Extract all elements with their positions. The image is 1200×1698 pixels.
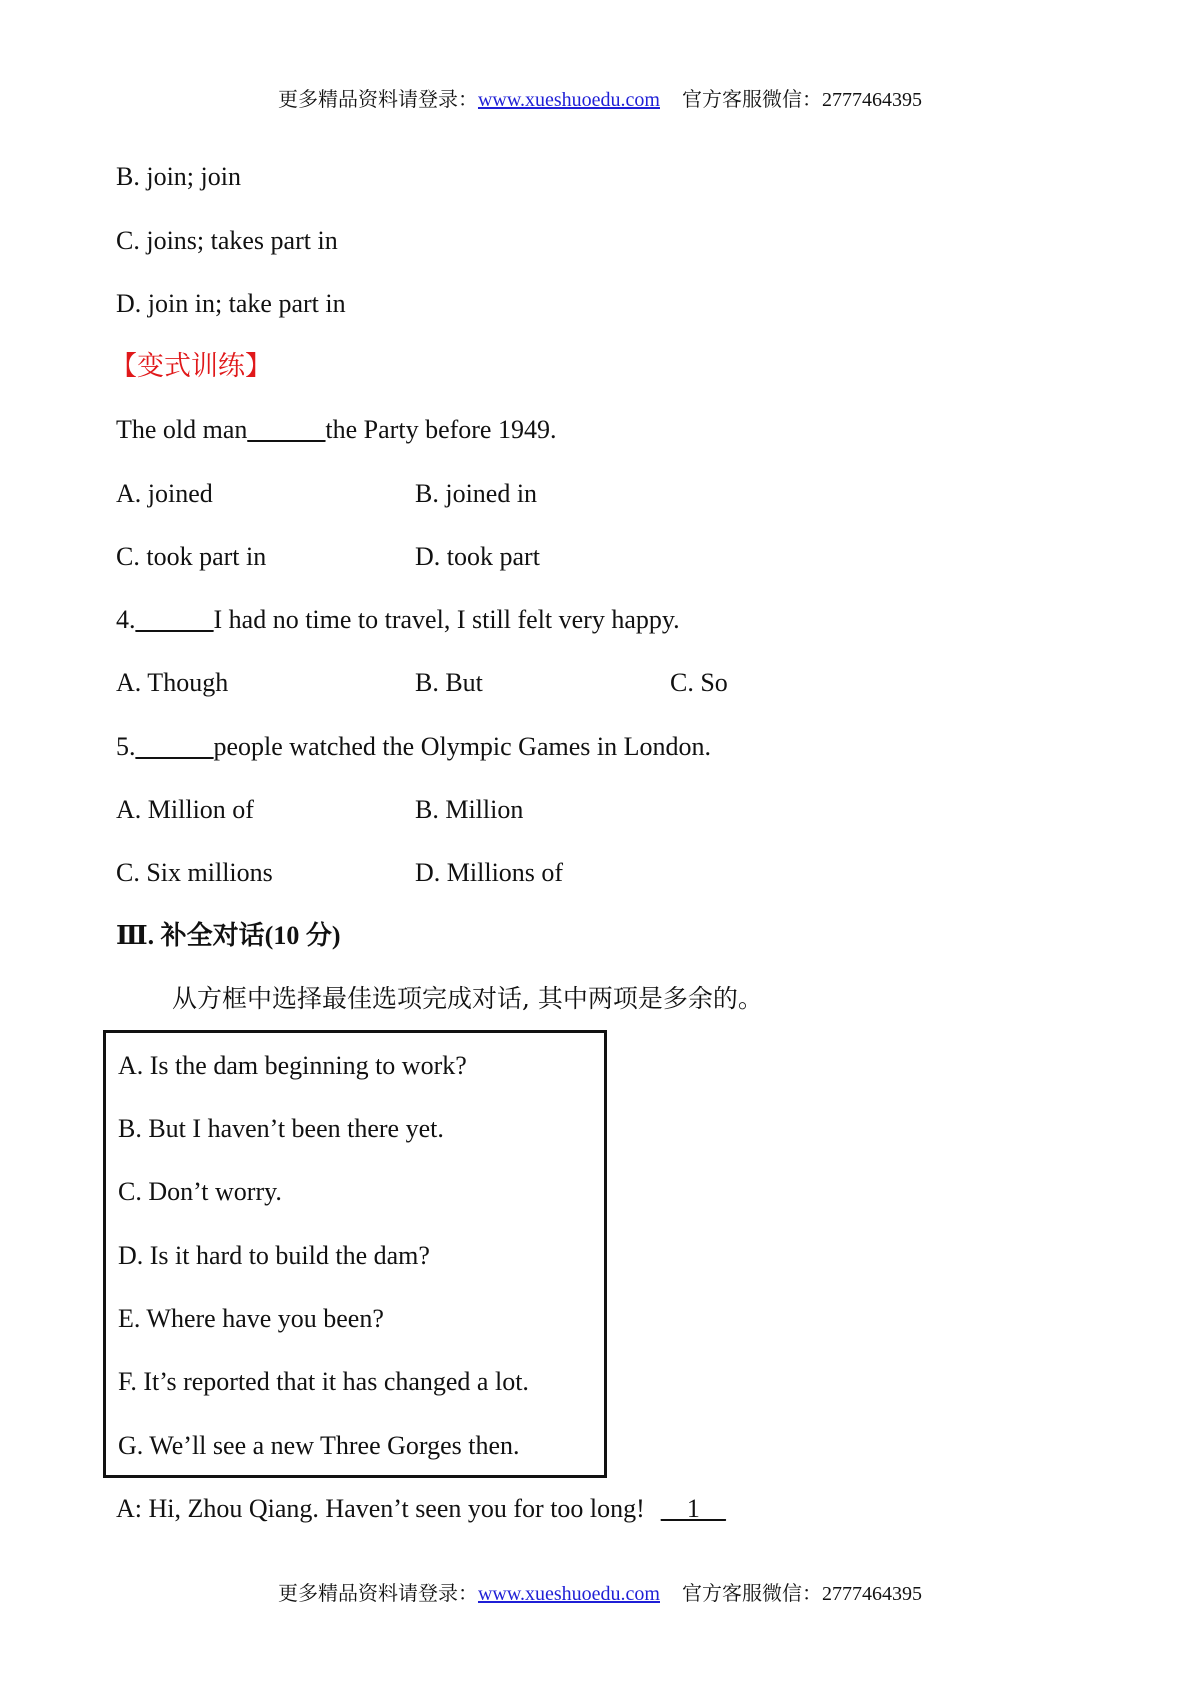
variant-option-a: A. joined [116,479,213,508]
header-prefix: 更多精品资料请登录： [277,89,478,111]
footer-service: 官方客服微信：2777464395 [682,1583,922,1605]
dialogue-line-1 [116,1493,726,1525]
header-link[interactable]: www.xueshuoedu.com [477,89,660,111]
variant-blank: ______ [247,415,326,444]
q5-option-d: D. Millions of [415,858,564,887]
box-option-a: A. Is the dam beginning to work? [118,1051,467,1080]
q4-blank: ______ [135,605,214,634]
variant-stem-after: the Party before 1949. [325,415,557,444]
q4-text: I had no time to travel, I still felt very happy. [213,605,680,634]
q5-stem [116,731,711,763]
q3-option-c: C. joins; takes part in [116,226,338,255]
q5-option-a: A. Million of [116,795,254,824]
page-header [0,88,1200,112]
q4-option-a: A. Though [116,668,229,697]
q5-option-c: C. Six millions [116,858,273,887]
q5-text: people watched the Olympic Games in London. [213,732,711,761]
section3-title: Ⅲ. 补全对话(10 分) [116,921,341,950]
q4-option-b: B. But [415,668,483,697]
q4-option-c: C. So [670,668,728,697]
options-box [103,1030,607,1478]
q5-number: 5. [116,732,136,761]
variant-stem [116,414,556,446]
page-footer [0,1582,1200,1606]
box-option-b: B. But I haven’t been there yet. [118,1114,444,1143]
box-option-f: F. It’s reported that it has changed a lot. [118,1367,529,1396]
q5-blank: ______ [135,732,214,761]
box-option-d: D. Is it hard to build the dam? [118,1241,430,1270]
q3-option-b: B. join; join [116,162,241,191]
footer-prefix: 更多精品资料请登录： [277,1583,478,1605]
box-option-e: E. Where have you been? [118,1304,384,1333]
dialogue-blank-1: __1__ [660,1494,726,1523]
variant-option-d: D. took part [415,542,540,571]
variant-stem-before: The old man [116,415,248,444]
box-option-g: G. We’ll see a new Three Gorges then. [118,1431,520,1460]
footer-link[interactable]: www.xueshuoedu.com [477,1583,660,1605]
box-option-c: C. Don’t worry. [118,1177,282,1206]
q5-option-b: B. Million [415,795,524,824]
variant-option-b: B. joined in [415,479,538,508]
section3-instruction: 从方框中选择最佳选项完成对话, 其中两项是多余的。 [172,984,763,1013]
q4-stem [116,604,680,636]
dialogue-text: A: Hi, Zhou Qiang. Haven’t seen you for too long! [116,1494,645,1523]
q3-option-d: D. join in; take part in [116,289,346,318]
variant-title: 【变式训练】 [110,351,272,382]
q4-number: 4. [116,605,136,634]
variant-option-c: C. took part in [116,542,267,571]
header-service: 官方客服微信：2777464395 [682,89,922,111]
